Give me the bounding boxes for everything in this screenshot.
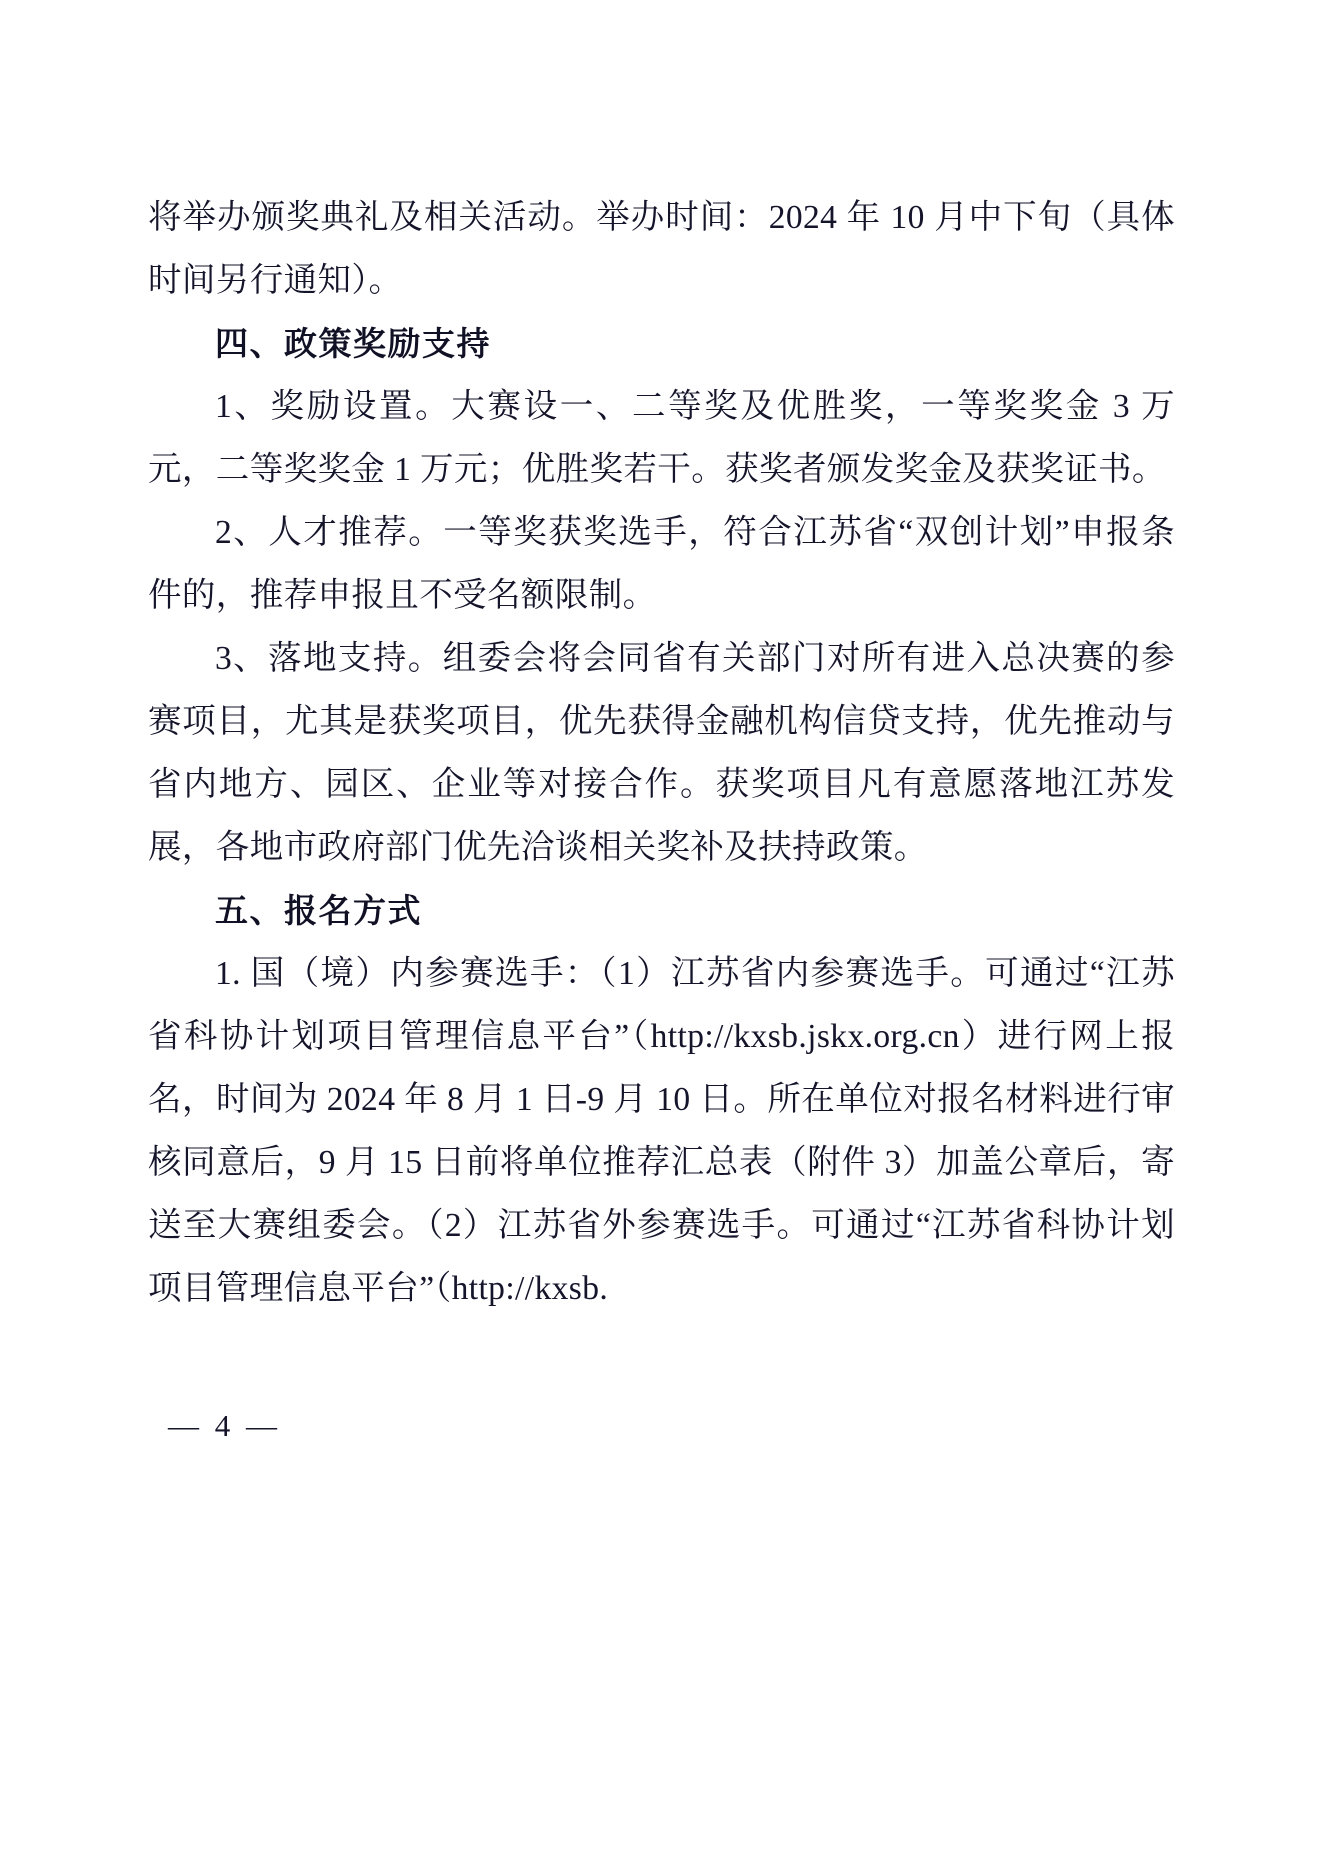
heading-section-five: 五、报名方式 — [215, 891, 422, 930]
page-body — [148, 186, 1175, 1320]
heading-section-four: 四、政策奖励支持 — [215, 324, 491, 363]
paragraph-awards-ceremony: 将举办颁奖典礼及相关活动。举办时间：2024 年 10 月中下旬（具体时间另行通知）。 — [148, 199, 1175, 299]
page-number: — 4 — — [168, 1408, 281, 1443]
paragraph-award-setting: 1、奖励设置。大赛设一、二等奖及优胜奖，一等奖奖金 3 万元，二等奖奖金 1 万元；优胜奖若干。获奖者颁发奖金及获奖证书。 — [148, 388, 1175, 488]
paragraph-registration-method: 1. 国（境）内参赛选手：（1）江苏省内参赛选手。可通过“江苏省科协计划项目管理信息平台”（http://kxsb.jskx.org.cn）进行网上报名，时间为 2024 年 8 月 1 日-9 月 10 日。所在单位对报名材料进行审核同意后，9 月 15 日前将单位推荐汇总表（附件 3）加盖公章后，寄送至大赛组委会。（2）江苏省外参赛选手。可通过“江苏省科协计划项目管理信息平台”（http://kxsb. — [148, 955, 1175, 1307]
paragraph-talent-recommendation: 2、人才推荐。一等奖获奖选手，符合江苏省“双创计划”申报条件的，推荐申报且不受名额限制。 — [148, 514, 1175, 614]
paragraph-landing-support: 3、落地支持。组委会将会同省有关部门对所有进入总决赛的参赛项目，尤其是获奖项目，优先获得金融机构信贷支持，优先推动与省内地方、园区、企业等对接合作。获奖项目凡有意愿落地江苏发展，各地市政府部门优先洽谈相关奖补及扶持政策。 — [148, 640, 1175, 866]
